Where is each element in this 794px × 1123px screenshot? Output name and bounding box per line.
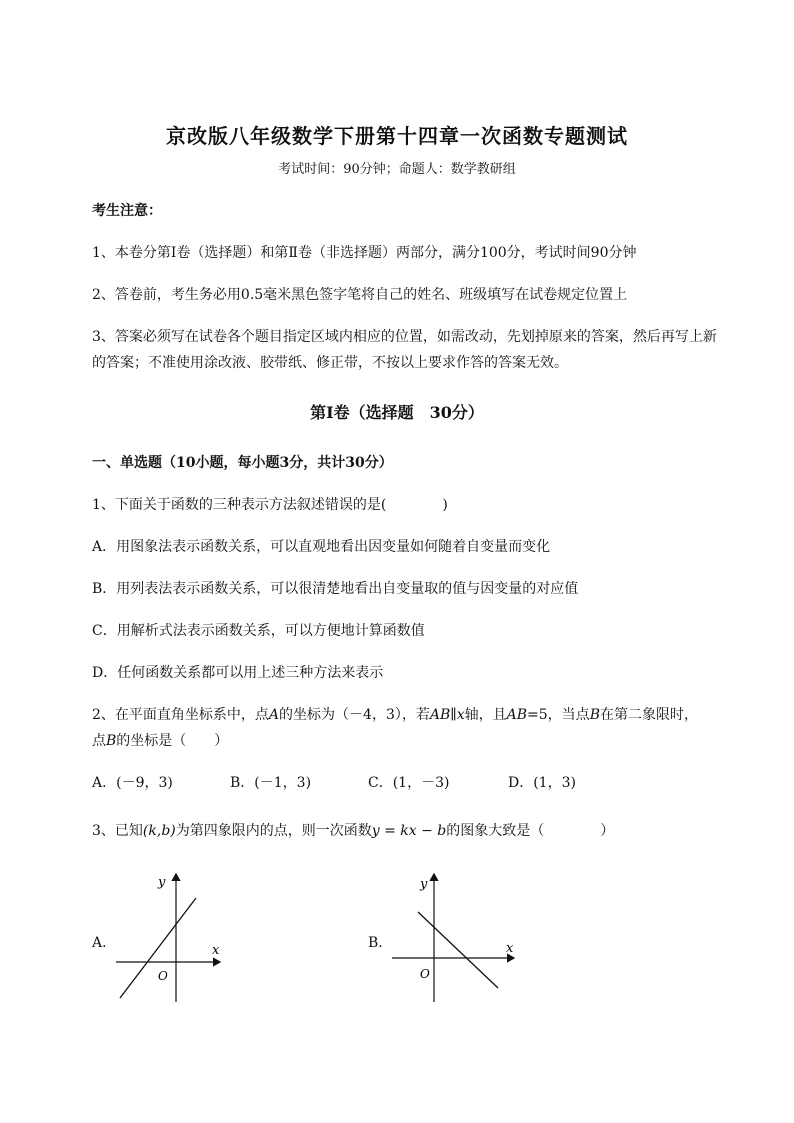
q2-option-b[interactable]: B．(－1，3) — [230, 775, 312, 791]
exam-subtitle: 考试时间：90分钟；命题人：数学教研组 — [278, 162, 516, 177]
y-axis-label: y — [158, 875, 166, 890]
q2-ab-parallel: AB∥x — [429, 707, 465, 723]
origin-label: O — [158, 969, 168, 983]
q2-stem-part: =5，当点 — [527, 707, 590, 723]
notice-item-1: 1、本卷分第I卷（选择题）和第Ⅱ卷（非选择题）两部分，满分100分，考试时间90分钟 — [92, 245, 637, 261]
q2-stem-line2 — [92, 730, 228, 750]
q1-option-a[interactable]: A．用图象法表示函数关系，可以直观地看出因变量如何随着自变量而变化 — [92, 539, 551, 555]
q2-stem-part: 轴，且 — [464, 707, 507, 723]
q2-option-d[interactable]: D．(1，3) — [508, 775, 576, 791]
volume-title: 第I卷（选择题 30分） — [310, 403, 484, 422]
page-title: 京改版八年级数学下册第十四章一次函数专题测试 — [166, 124, 628, 148]
q3-function: y = kx − b — [371, 823, 447, 839]
q3-option-a-label[interactable]: A． — [92, 935, 117, 951]
q2-stem-part: 点 — [92, 733, 106, 749]
notice-item-2: 2、答卷前，考生务必用0.5毫米黑色签字笔将自己的姓名、班级填写在试卷规定位置上 — [92, 287, 628, 303]
origin-label: O — [420, 967, 430, 981]
q3-stem-part: 为第四象限内的点，则一次函数 — [175, 823, 372, 839]
section-title: 一、单选题（10小题，每小题3分，共计30分） — [92, 455, 393, 471]
q3-graph-a[interactable] — [110, 868, 230, 1008]
notice-item-3-cont: 的答案；不准使用涂改液、胶带纸、修正带，不按以上要求作答的答案无效。 — [92, 355, 568, 371]
q2-point-b: B — [589, 707, 600, 723]
q2-stem — [92, 704, 698, 724]
q3-stem — [92, 820, 614, 840]
q3-graph-b[interactable] — [388, 868, 518, 1008]
y-axis-label: y — [420, 877, 428, 892]
q1-option-d[interactable]: D．任何函数关系都可以用上述三种方法来表示 — [92, 665, 384, 681]
q3-point: (k,b) — [142, 823, 176, 839]
q3-stem-part: 3、已知 — [92, 823, 143, 839]
q2-stem-part: 的坐标为（－4，3），若 — [279, 707, 430, 723]
q2-stem-part: 的坐标是（ ） — [116, 733, 229, 749]
q3-option-b-label[interactable]: B． — [368, 935, 393, 951]
x-axis-label: x — [506, 941, 514, 956]
q2-point-b: B — [106, 733, 117, 749]
q1-stem: 1、下面关于函数的三种表示方法叙述错误的是( ) — [92, 497, 448, 513]
notice-item-3: 3、答案必须写在试卷各个题目指定区域内相应的位置，如需改动，先划掉原来的答案，然后再写上新 — [92, 329, 717, 345]
q2-option-a[interactable]: A．(－9，3) — [92, 775, 173, 791]
function-line — [418, 912, 498, 988]
q2-stem-part: 2、在平面直角坐标系中，点 — [92, 707, 269, 723]
function-line — [120, 898, 196, 998]
x-axis-label: x — [212, 943, 220, 958]
q2-point-a: A — [268, 707, 280, 723]
q3-stem-part: 的图象大致是（ ） — [446, 823, 615, 839]
q1-option-b[interactable]: B．用列表法表示函数关系，可以很清楚地看出自变量取的值与因变量的对应值 — [92, 581, 579, 597]
q1-option-c[interactable]: C．用解析式法表示函数关系，可以方便地计算函数值 — [92, 623, 425, 639]
q2-stem-part: 在第二象限时， — [599, 707, 698, 723]
q2-ab: AB — [506, 707, 528, 723]
notice-heading: 考生注意： — [92, 203, 162, 219]
q2-option-c[interactable]: C．(1，－3) — [368, 775, 450, 791]
